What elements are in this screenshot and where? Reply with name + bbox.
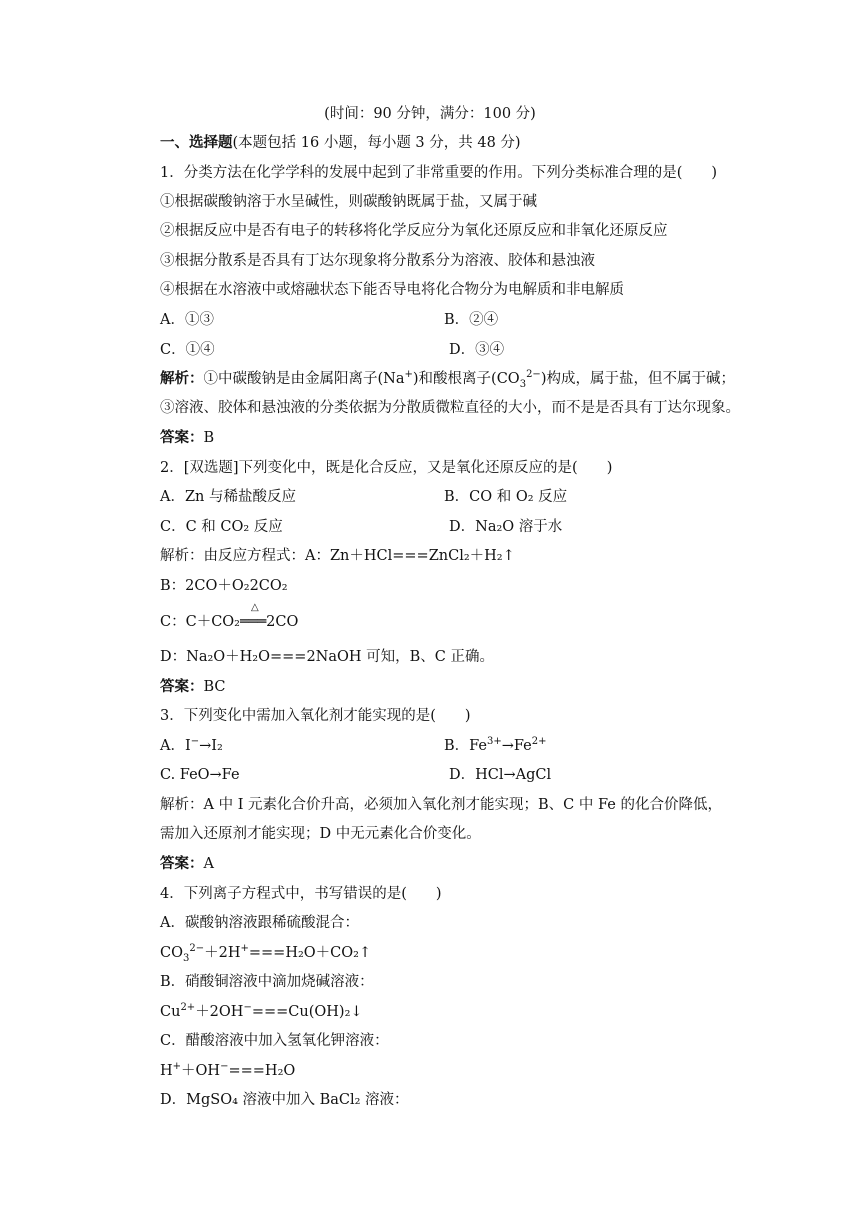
q4-option-a: A．碳酸钠溶液跟稀硫酸混合： [160,915,359,931]
q1-ana-text: )构成，属于盐，但不属于碱； [540,371,735,387]
q1-ana-sub: 3 [519,378,527,390]
eq-text: Cu [160,1004,181,1020]
q2-answer [160,677,226,697]
q1-ana-sup: 2− [526,369,541,381]
q2-option-d: D．Na₂O 溶于水 [449,519,563,535]
q2-stem [160,458,612,478]
q1-option-c: C．①④ [160,342,215,358]
q3-stem: 3．下列变化中需加入氧化剂才能实现的是( ) [160,708,471,724]
q3-b-sup: 3+ [487,736,502,748]
eq-text: ＋2OH [195,1004,244,1020]
q3-a-text: →I₂ [199,738,223,754]
q1-option-b: B．②④ [444,312,499,328]
q3-b-sup: 2+ [531,736,547,748]
q3-a-text: A．I [160,738,191,754]
q2-analysis-line3: C：C＋CO₂═══2CO [160,614,299,630]
exam-info: (时间：90 分钟，满分：100 分) [324,106,536,122]
q3-a-sup: − [190,736,200,748]
q1-analysis-line2: ③溶液、胶体和悬浊液的分类依据为分散质微粒直径的大小，而不是是否具有丁达尔现象。 [160,400,740,416]
eq-text: CO [160,945,183,961]
eq-sup: + [172,1061,182,1073]
analysis-label: 解析： [160,370,204,387]
q2-text: 下列变化中，既是化合反应，又是氧化还原反应的是( ) [238,460,613,476]
eq-sup: 2+ [180,1002,196,1014]
q3-option-c: C. FeO→Fe [160,767,240,783]
q4-stem: 4．下列离子方程式中，书写错误的是( ) [160,886,442,902]
q3-analysis-line2: 需加入还原剂才能实现；D 中无元素化合价变化。 [160,826,481,842]
eq-text: ＋2H [204,945,241,961]
eq-text: H [160,1063,173,1079]
q1-statement-3: ③根据分散系是否具有丁达尔现象将分散系分为溶液、胶体和悬浊液 [160,253,595,269]
heat-symbol: △ [251,602,259,613]
q1-option-d: D．③④ [449,342,505,358]
q4-option-b: B．硝酸铜溶液中滴加烧碱溶液： [160,974,374,990]
eq-sup: 2− [189,943,205,955]
q1-stem: 1．分类方法在化学学科的发展中起到了非常重要的作用。下列分类标准合理的是( ) [160,165,718,181]
q2-option-a: A．Zn 与稀盐酸反应 [160,489,296,505]
eq-text: ＋OH [181,1063,221,1079]
q2-analysis-line1: 解析：由反应方程式：A：Zn＋HCl===ZnCl₂＋H₂↑ [160,548,515,564]
section-desc: (本题包括 16 小题，每小题 3 分，共 48 分) [232,135,521,151]
q2-option-c: C．C 和 CO₂ 反应 [160,519,283,535]
eq-sup: − [220,1061,229,1073]
answer-label: 答案： [160,855,204,872]
answer-value: A [203,856,214,872]
q2-type-tag: [双选题] [183,460,239,476]
eq-text: ===H₂O [228,1063,296,1079]
q4-option-b-equation [160,1002,363,1022]
q4-option-c-equation [160,1061,295,1081]
q1-option-a: A．①③ [160,312,214,328]
q3-answer [160,854,214,874]
answer-label: 答案： [160,429,204,446]
q4-option-c: C．醋酸溶液中加入氢氧化钾溶液： [160,1033,389,1049]
q3-option-b [444,736,547,756]
eq-sup: + [240,943,249,955]
q1-answer [160,428,214,448]
q3-analysis-line1: 解析：A 中 I 元素化合价升高，必须加入氧化剂才能实现；B、C 中 Fe 的化合价降低， [160,797,722,813]
q2-option-b: B．CO 和 O₂ 反应 [444,489,568,505]
q3-option-d: D．HCl→AgCl [449,767,552,783]
answer-value: B [203,430,215,446]
q2-analysis-line4: D：Na₂O＋H₂O===2NaOH 可知，B、C 正确。 [160,649,495,665]
eq-sup: − [243,1002,252,1014]
q1-ana-text: )和酸根离子(CO [412,371,520,387]
q2-num: 2． [160,460,184,476]
q1-ana-text: ①中碳酸钠是由金属阳离子(Na [203,371,405,387]
q1-statement-1: ①根据碳酸钠溶于水呈碱性，则碳酸钠既属于盐，又属于碱 [160,194,537,210]
eq-text: ===Cu(OH)₂↓ [251,1004,363,1020]
q3-b-text: →Fe [501,738,532,754]
section-heading [160,133,521,153]
q2-analysis-line2: B：2CO＋O₂2CO₂ [160,578,288,594]
answer-value: BC [203,679,226,695]
q4-option-d: D．MgSO₄ 溶液中加入 BaCl₂ 溶液： [160,1092,409,1108]
q3-option-a [160,736,223,756]
q1-ana-sup: + [404,369,413,381]
q1-statement-4: ④根据在水溶液中或熔融状态下能否导电将化合物分为电解质和非电解质 [160,282,624,298]
q4-option-a-equation [160,943,371,963]
section-title: 一、选择题 [160,134,233,151]
eq-sub: 3 [182,952,190,964]
q1-analysis-line1 [160,369,735,389]
q1-statement-2: ②根据反应中是否有电子的转移将化学反应分为氧化还原反应和非氧化还原反应 [160,223,668,239]
answer-label: 答案： [160,678,204,695]
q3-b-text: B．Fe [444,738,488,754]
eq-text: ===H₂O＋CO₂↑ [248,945,372,961]
